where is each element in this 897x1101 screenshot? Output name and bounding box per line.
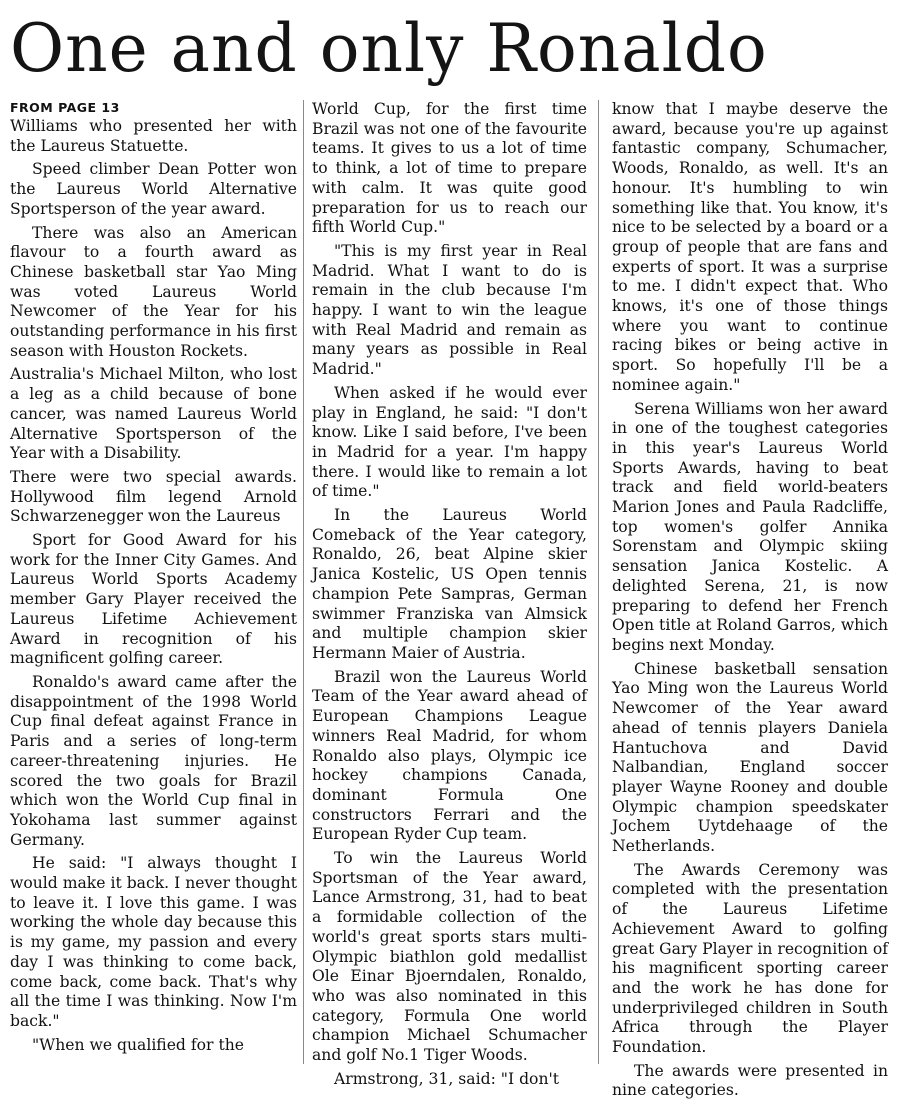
paragraph: Australia's Michael Milton, who lost a leg as a child because of bone cancer, was named Laureus World Alternative Sportsperson of the Year with a Disability. (10, 365, 297, 463)
article-column-1 (10, 100, 297, 1064)
paragraph: To win the Laureus World Sportsman of the Year award, Lance Armstrong, 31, had to beat a formidable collection of the world's great sports stars multi-Olympic biathlon gold medallist Ole Einar Bjoerndalen, Ronaldo, who was also nominated in this category, Formula One world champion Michael Schumacher and golf No.1 Tiger Woods. (312, 849, 587, 1065)
column-rule (598, 100, 599, 1064)
paragraph: The Awards Ceremony was completed with the presentation of the Laureus Lifetime Achievement Award to golfing great Gary Player in recognition of his magnificent sporting career and the work he has done for underprivileged children in South Africa through the Player Foundation. (612, 860, 888, 1057)
paragraph: In the Laureus World Comeback of the Year category, Ronaldo, 26, beat Alpine skier Janica Kostelic, US Open tennis champion Pete Sampras, German swimmer Franziska van Almsick and multiple champion skier Hermann Maier of Austria. (312, 506, 587, 662)
paragraph: Chinese basketball sensation Yao Ming won the Laureus World Newcomer of the Year award ahead of tennis players Daniela Hantuchova and David Nalbandian, England soccer player Wayne Rooney and double Olympic champion speedskater Jochem Uytdehaage of the Netherlands. (612, 659, 888, 856)
paragraph: Ronaldo's award came after the disappointment of the 1998 World Cup final defeat against France in Paris and a series of long-term career-threatening injuries. He scored the two goals for Brazil which won the World Cup final in Yokohama last summer against Germany. (10, 672, 297, 849)
paragraph: "When we qualified for the (32, 1035, 244, 1054)
paragraph: "This is my first year in Real Madrid. What I want to do is remain in the club because I'm happy. I want to win the league with Real Madrid and remain as many years as possible in Real Madrid." (312, 241, 587, 379)
paragraph: Sport for Good Award for his work for the Inner City Games. And Laureus World Sports Academy member Gary Player received the Laureus Lifetime Achievement Award in recognition of his magnificent golfing career. (10, 531, 297, 668)
kicker: FROM PAGE 13 (10, 100, 120, 115)
article-column-3 (612, 100, 888, 1100)
headline: One and only Ronaldo (10, 10, 768, 87)
paragraph: World Cup, for the first time Brazil was not one of the favourite teams. It gives to us a lot of time to think, a lot of time to prepare with calm. It was quite good preparation for us to reach our fifth World Cup." (312, 100, 587, 237)
paragraph: Williams who presented her with the Laureus Statuette. (10, 117, 297, 155)
paragraph: Armstrong, 31, said: "I don't (334, 1069, 560, 1088)
paragraph: know that I maybe deserve the award, because you're up against fantastic company, Schumacher, Woods, Ronaldo, as well. It's an honour. It's humbling to win something like that. You know, it's nice to be selected by a board or a group of people that are fans and experts of sport. It was a surprise to me. I didn't expect that. Who knows, it's one of those things where you want to continue racing bikes or being active in sport. So hopefully I'll be a nominee again." (612, 100, 888, 394)
paragraph: There was also an American flavour to a fourth award as Chinese basketball star Yao Ming was voted Laureus World Newcomer of the Year for his outstanding performance in his first season with Houston Rockets. (10, 223, 297, 360)
paragraph: Serena Williams won her award in one of the toughest categories in this year's Laureus World Sports Awards, having to beat track and field world-beaters Marion Jones and Paula Radcliffe, top women's golfer Annika Sorenstam and Olympic skiing sensation Janica Kostelic. A delighted Serena, 21, is now preparing to defend her French Open title at Roland Garros, which begins next Monday. (612, 399, 888, 654)
paragraph: Brazil won the Laureus World Team of the Year award ahead of European Champions League winners Real Madrid, for whom Ronaldo also plays, Olympic ice hockey champions Canada, dominant Formula One constructors Ferrari and the European Ryder Cup team. (312, 667, 587, 844)
paragraph: There were two special awards. Hollywood film legend Arnold Schwarzenegger won the Laureus (10, 467, 297, 526)
paragraph: Speed climber Dean Potter won the Laureus World Alternative Sportsperson of the year award. (10, 160, 297, 218)
column-rule (303, 100, 304, 1064)
article-column-2 (312, 100, 587, 1088)
paragraph: When asked if he would ever play in England, he said: "I don't know. Like I said before, I've been in Madrid for a year. I'm happy there. I would like to remain a lot of time." (312, 383, 587, 501)
paragraph: The awards were presented in nine categories. (612, 1061, 888, 1100)
paragraph: He said: "I always thought I would make it back. I never thought to leave it. I love this game. I was working the whole day because this is my game, my passion and every day I was thinking to come back, come back, come back. That's why all the time I was thinking. Now I'm back." (10, 854, 297, 1030)
